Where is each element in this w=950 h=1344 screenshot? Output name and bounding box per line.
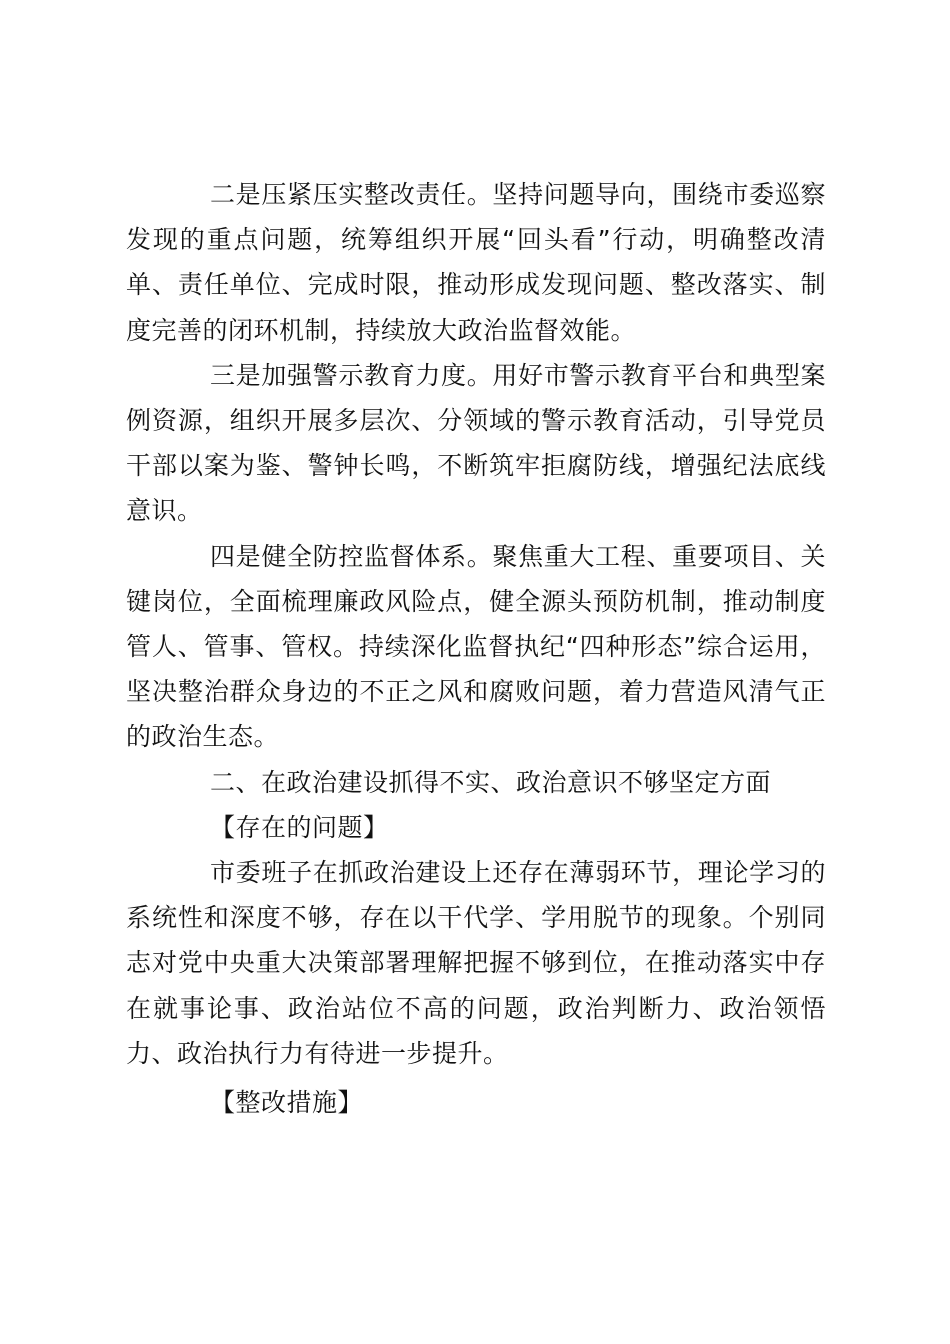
paragraph-supervision-system: 四是健全防控监督体系。聚焦重大工程、重要项目、关键岗位，全面梳理廉政风险点，健全源头预防机制，推动制度管人、管事、管权。持续深化监督执纪“四种形态”综合运用，坚决整治群众身边的不正之风和腐败问题，着力营造风清气正的政治生态。 [126, 541, 826, 752]
measures-label: 【整改措施】 [210, 1088, 364, 1118]
document-body [126, 172, 826, 1125]
section-heading: 二、在政治建设抓得不实、政治意识不够坚定方面 [210, 767, 772, 797]
paragraph-warning-education: 三是加强警示教育力度。用好市警示教育平台和典型案例资源，组织开展多层次、分领域的警示教育活动，引导党员干部以案为鉴、警钟长鸣，不断筑牢拒腐防线，增强纪法底线意识。 [126, 360, 826, 526]
paragraph-problems: 市委班子在抓政治建设上还存在薄弱环节，理论学习的系统性和深度不够，存在以干代学、学用脱节的现象。个别同志对党中央重大决策部署理解把握不够到位，在推动落实中存在就事论事、政治站位不高的问题，政治判断力、政治领悟力、政治执行力有待进一步提升。 [126, 858, 826, 1068]
problems-label: 【存在的问题】 [210, 812, 389, 842]
paragraph-rectification-responsibility: 二是压紧压实整改责任。坚持问题导向，围绕市委巡察发现的重点问题，统筹组织开展“回头看”行动，明确整改清单、责任单位、完成时限，推动形成发现问题、整改落实、制度完善的闭环机制，持续放大政治监督效能。 [126, 180, 826, 345]
